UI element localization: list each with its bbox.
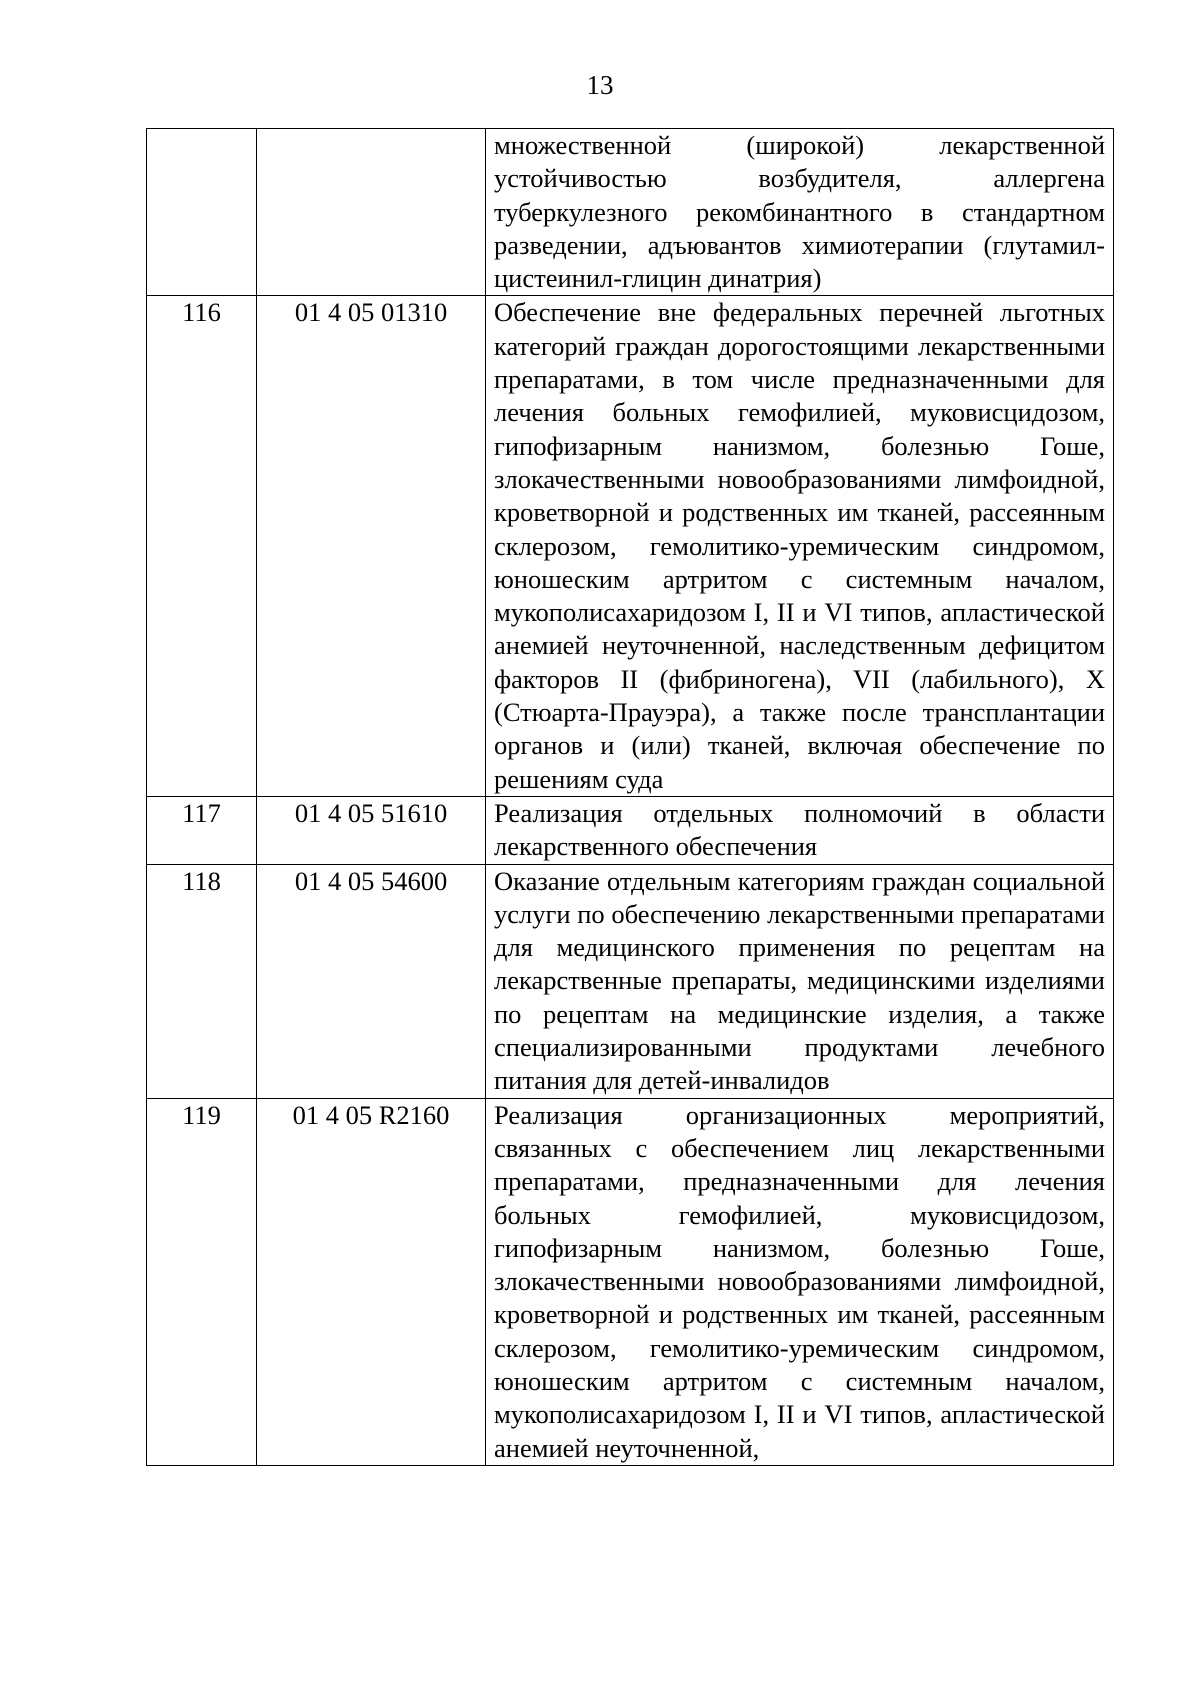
row-code: 01 4 05 54600 (257, 864, 486, 1098)
row-description: Оказание отдельным категориям граждан социальной услуги по обеспечению лекарственными препаратами для медицинского применения по рецептам на лекарственные препараты, медицинскими изделиями по рецептам на медицинские изделия, а также специализированными продуктами лечебного питания для детей-инвалидов (486, 864, 1114, 1098)
row-number: 116 (147, 296, 257, 796)
row-description: множественной (широкой) лекарственной устойчивостью возбудителя, аллергена туберкулезного рекомбинантного в стандартном разведении, адъювантов химиотерапии (глутамил-цистеинил-глицин динатрия) (486, 129, 1114, 296)
row-description: Обеспечение вне федеральных перечней льготных категорий граждан дорогостоящими лекарственными препаратами, в том числе предназначенными для лечения больных гемофилией, муковисцидозом, гипофизарным нанизмом, болезнью Гоше, злокачественными новообразованиями лимфоидной, кроветворной и родственных им тканей, рассеянным склерозом, гемолитико-уремическим синдромом, юношеским артритом с системным началом, мукополисахаридозом I, II и VI типов, апластической анемией неуточненной, наследственным дефицитом факторов II (фибриногена), VII (лабильного), X (Стюарта-Прауэра), а также после трансплантации органов и (или) тканей, включая обеспечение по решениям суда (486, 296, 1114, 796)
row-description: Реализация организационных мероприятий, связанных с обеспечением лиц лекарственными препаратами, предназначенными для лечения больных гемофилией, муковисцидозом, гипофизарным нанизмом, болезнью Гоше, злокачественными новообразованиями лимфоидной, кроветворной и родственных им тканей, рассеянным склерозом, гемолитико-уремическим синдромом, юношеским артритом с системным началом, мукополисахаридозом I, II и VI типов, апластической анемией неуточненной, (486, 1098, 1114, 1465)
row-number: 119 (147, 1098, 257, 1465)
table-row (147, 296, 1114, 796)
row-number: 117 (147, 796, 257, 864)
row-code: 01 4 05 01310 (257, 296, 486, 796)
row-code (257, 129, 486, 296)
table-row (147, 129, 1114, 296)
table-row (147, 864, 1114, 1098)
row-description: Реализация отдельных полномочий в области лекарственного обеспечения (486, 796, 1114, 864)
table-row (147, 1098, 1114, 1465)
row-code: 01 4 05 R2160 (257, 1098, 486, 1465)
row-number: 118 (147, 864, 257, 1098)
row-number (147, 129, 257, 296)
page-number: 13 (586, 70, 614, 100)
row-code: 01 4 05 51610 (257, 796, 486, 864)
table-row (147, 796, 1114, 864)
budget-code-table (146, 128, 1114, 1466)
